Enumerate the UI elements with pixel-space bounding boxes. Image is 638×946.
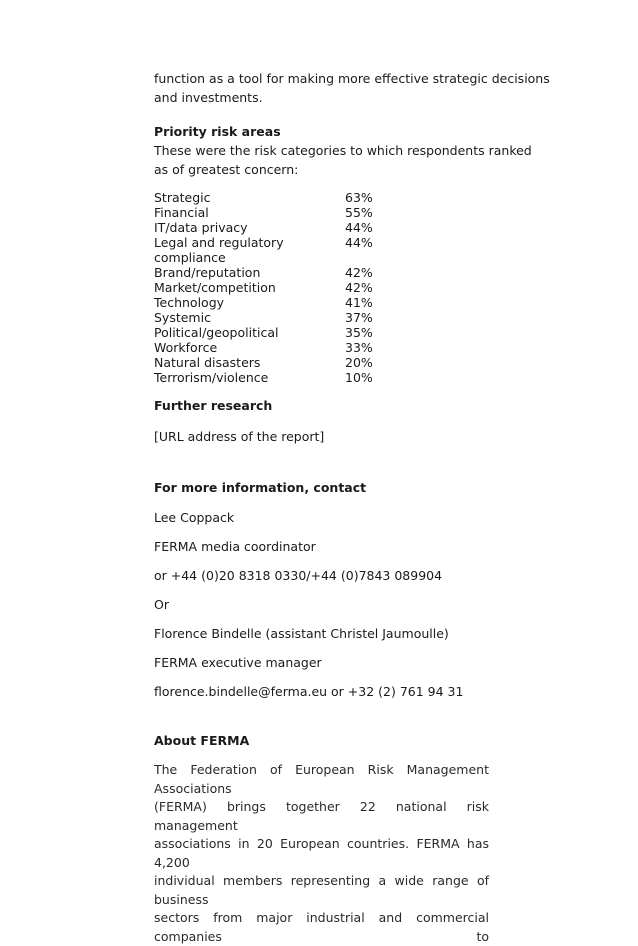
risk-value: 44%: [345, 220, 373, 235]
contact-role: FERMA executive manager: [154, 655, 322, 670]
contact-role: FERMA media coordinator: [154, 539, 316, 554]
risk-list: [154, 190, 489, 385]
risk-row: [154, 310, 489, 325]
contact-phone: or +44 (0)20 8318 0330/+44 (0)7843 089904: [154, 568, 443, 583]
about-line: associations in 20 European countries. FERMA has 4,200: [154, 836, 489, 870]
risk-row: [154, 265, 489, 280]
risk-value: 33%: [345, 340, 373, 355]
risk-label: Terrorism/violence: [154, 370, 269, 385]
report-url-placeholder: [URL address of the report]: [154, 429, 325, 444]
about-line: The Federation of European Risk Management Associations: [154, 762, 489, 796]
risk-value: 55%: [345, 205, 373, 220]
risk-row: [154, 220, 489, 235]
intro-paragraph: [154, 69, 550, 107]
risk-row: [154, 340, 489, 355]
contact-name: Florence Bindelle (assistant Christel Jaumoulle): [154, 626, 449, 641]
priority-intro-line: as of greatest concern:: [154, 162, 299, 177]
about-line: individual members representing a wide range of business: [154, 873, 489, 907]
document-page: [154, 69, 550, 946]
intro-line: function as a tool for making more effective strategic decisions: [154, 71, 550, 86]
risk-row: [154, 355, 489, 370]
risk-label: Natural disasters: [154, 355, 261, 370]
risk-label: Workforce: [154, 340, 218, 355]
risk-label: IT/data privacy: [154, 220, 248, 235]
risk-label: Market/competition: [154, 280, 276, 295]
risk-value: 37%: [345, 310, 373, 325]
priority-intro-line: These were the risk categories to which respondents ranked: [154, 143, 532, 158]
priority-heading: Priority risk areas: [154, 124, 281, 139]
about-line: (FERMA) brings together 22 national risk management: [154, 799, 489, 833]
contact-heading: For more information, contact: [154, 480, 367, 495]
further-research-heading: Further research: [154, 398, 273, 413]
risk-value: 63%: [345, 190, 373, 205]
risk-value: 42%: [345, 280, 373, 295]
risk-value: 41%: [345, 295, 373, 310]
risk-label: Strategic: [154, 190, 211, 205]
risk-value: 20%: [345, 355, 373, 370]
risk-value: 44%: [345, 235, 373, 250]
risk-row: [154, 280, 489, 295]
risk-row: [154, 190, 489, 205]
contact-email-phone: florence.bindelle@ferma.eu or +32 (2) 761 94 31: [154, 684, 464, 699]
risk-label: Systemic: [154, 310, 211, 325]
risk-label: Brand/reputation: [154, 265, 261, 280]
risk-label: Political/geopolitical: [154, 325, 279, 340]
risk-row: [154, 325, 489, 340]
about-paragraph: [154, 761, 489, 946]
risk-value: 42%: [345, 265, 373, 280]
intro-line: and investments.: [154, 90, 263, 105]
risk-row: [154, 370, 489, 385]
about-heading: About FERMA: [154, 733, 250, 748]
about-line: sectors from major industrial and commercial companies to: [154, 910, 489, 944]
priority-intro: [154, 141, 532, 179]
risk-row: [154, 235, 489, 265]
contact-or: Or: [154, 597, 169, 612]
contact-block: [154, 508, 489, 701]
risk-label: Financial: [154, 205, 209, 220]
risk-value: 10%: [345, 370, 373, 385]
risk-row: [154, 295, 489, 310]
risk-row: [154, 205, 489, 220]
risk-label: Legal and regulatory compliance: [154, 235, 284, 265]
risk-label: Technology: [154, 295, 225, 310]
risk-value: 35%: [345, 325, 373, 340]
contact-name: Lee Coppack: [154, 510, 235, 525]
